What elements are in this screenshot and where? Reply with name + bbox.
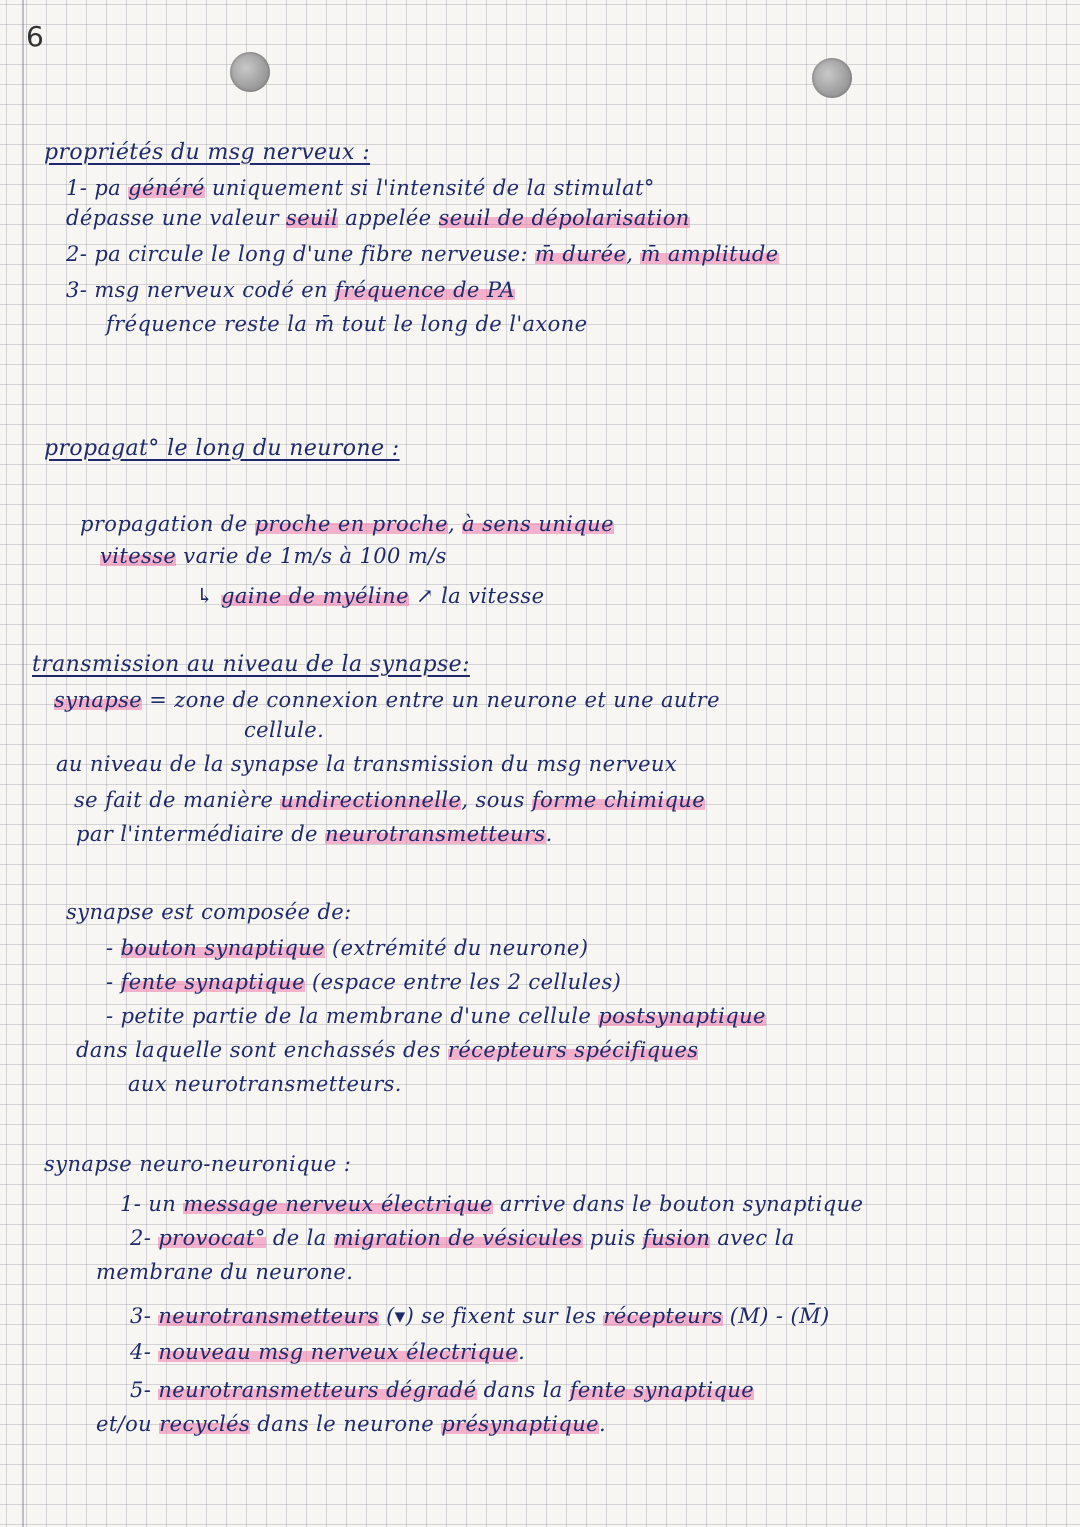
note-text: puis — [582, 1226, 643, 1250]
binder-hole-left — [230, 52, 270, 92]
page-number: 6 — [26, 20, 44, 53]
note-text: uniquement si l'intensité de la stimulat° — [204, 176, 655, 200]
highlight-text: généré — [128, 176, 205, 200]
highlight-text: fusion — [642, 1226, 711, 1250]
highlight-text: forme chimique — [531, 788, 706, 812]
note-text: appelée — [338, 206, 439, 230]
note-line — [130, 1304, 830, 1328]
highlight-text: fréquence de PA — [335, 278, 515, 302]
note-text: . — [545, 822, 553, 846]
note-text: par l'intermédiaire de — [76, 822, 325, 846]
note-text: , — [626, 242, 641, 266]
note-text: - — [106, 936, 121, 960]
heading-propagation: propagat° le long du neurone : — [44, 436, 400, 461]
note-line — [66, 176, 655, 200]
note-line: cellule. — [244, 718, 325, 742]
note-text: 1- pa — [66, 176, 129, 200]
margin-line — [22, 0, 24, 1527]
note-text: dépasse une valeur — [66, 206, 287, 230]
note-text: = zone de connexion entre un neurone et une autre — [142, 688, 720, 712]
note-line — [66, 206, 690, 230]
note-text: 3- — [130, 1304, 159, 1328]
note-line — [100, 544, 447, 568]
note-line — [196, 584, 544, 608]
note-line — [130, 1340, 525, 1364]
note-text: arrive dans le bouton synaptique — [492, 1192, 864, 1216]
note-text: (extrémité du neurone) — [324, 936, 589, 960]
note-line: au niveau de la synapse la transmission du msg nerveux — [56, 752, 678, 776]
heading-transmission: transmission au niveau de la synapse: — [32, 652, 470, 677]
note-text: (espace entre les 2 cellules) — [304, 970, 622, 994]
note-text: dans laquelle sont enchassés des — [76, 1038, 448, 1062]
note-line — [80, 512, 614, 536]
note-line — [106, 936, 588, 960]
highlight-text: présynaptique — [441, 1412, 599, 1436]
heading-proprietes: propriétés du msg nerveux : — [44, 140, 371, 165]
note-line — [66, 242, 779, 266]
highlight-text: récepteurs — [603, 1304, 723, 1328]
note-text: de la — [265, 1226, 334, 1250]
highlight-text: à sens unique — [462, 512, 614, 536]
highlight-text: provocat° — [158, 1226, 266, 1250]
highlight-text: neurotransmetteurs — [158, 1304, 379, 1328]
note-line: synapse est composée de: — [66, 900, 352, 924]
highlight-text: nouveau msg nerveux électrique — [158, 1340, 519, 1364]
note-text: (▾) se fixent sur les — [379, 1304, 604, 1328]
note-text: propagation de — [80, 512, 255, 536]
note-line — [120, 1192, 863, 1216]
highlight-text: seuil de dépolarisation — [438, 206, 690, 230]
note-text: ↗ la vitesse — [408, 584, 545, 608]
note-line: aux neurotransmetteurs. — [128, 1072, 402, 1096]
note-line — [96, 1412, 606, 1436]
note-text: , — [448, 512, 463, 536]
highlight-text: bouton synaptique — [120, 936, 325, 960]
highlight-text: migration de vésicules — [333, 1226, 583, 1250]
note-line — [76, 822, 553, 846]
note-line — [106, 1004, 766, 1028]
highlight-text: seuil — [286, 206, 339, 230]
highlight-text: vitesse — [100, 544, 177, 568]
note-line — [74, 788, 705, 812]
note-line — [66, 278, 515, 302]
note-text: - — [106, 970, 121, 994]
highlight-text: neurotransmetteurs — [324, 822, 546, 846]
highlight-text: synapse — [54, 688, 143, 712]
note-text: et/ou — [96, 1412, 160, 1436]
note-text: 3- msg nerveux codé en — [66, 278, 336, 302]
note-line: fréquence reste la m̄ tout le long de l'axone — [106, 312, 588, 336]
note-text: avec la — [710, 1226, 795, 1250]
binder-hole-right — [812, 58, 852, 98]
note-text: 2- pa circule le long d'une fibre nerveuse: — [66, 242, 536, 266]
note-line — [130, 1378, 754, 1402]
highlight-text: proche en proche — [254, 512, 448, 536]
note-text: 5- — [130, 1378, 159, 1402]
highlight-text: postsynaptique — [598, 1004, 766, 1028]
note-text: . — [518, 1340, 526, 1364]
note-line — [76, 1038, 698, 1062]
note-line — [54, 688, 720, 712]
note-text: , sous — [461, 788, 532, 812]
highlight-text: fente synaptique — [120, 970, 305, 994]
note-text: dans la — [476, 1378, 570, 1402]
highlight-text: neurotransmetteurs dégradé — [158, 1378, 477, 1402]
note-line — [106, 970, 621, 994]
highlight-text: m̄ durée — [535, 242, 627, 266]
note-text: se fait de manière — [74, 788, 281, 812]
heading-neuro: synapse neuro-neuronique : — [44, 1152, 352, 1176]
highlight-text: m̄ amplitude — [640, 242, 779, 266]
note-text: varie de 1m/s à 100 m/s — [176, 544, 447, 568]
note-text: - petite partie de la membrane d'une cellule — [106, 1004, 599, 1028]
note-text: dans le neurone — [250, 1412, 442, 1436]
note-text: 4- — [130, 1340, 159, 1364]
highlight-text: gaine de myéline — [221, 584, 409, 608]
note-line — [130, 1226, 795, 1250]
note-text: . — [599, 1412, 607, 1436]
highlight-text: message nerveux électrique — [183, 1192, 493, 1216]
highlight-text: récepteurs spécifiques — [447, 1038, 699, 1062]
highlight-text: fente synaptique — [569, 1378, 755, 1402]
note-text: ↳ — [196, 584, 222, 608]
highlight-text: recyclés — [159, 1412, 251, 1436]
note-text: 1- un — [120, 1192, 184, 1216]
note-line: membrane du neurone. — [96, 1260, 354, 1284]
note-text: 2- — [130, 1226, 159, 1250]
note-text: (M) - (M̄) — [722, 1304, 830, 1328]
highlight-text: undirectionnelle — [280, 788, 462, 812]
